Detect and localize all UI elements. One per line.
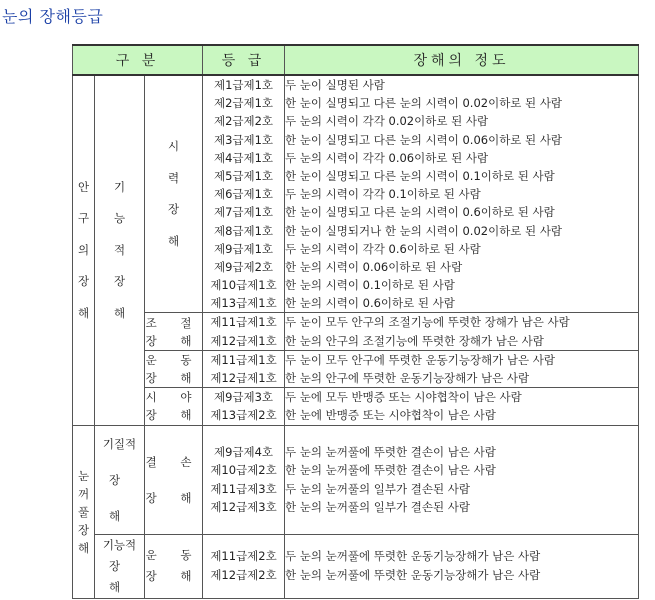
motion-disability-label: 운 동 장 해: [145, 350, 203, 387]
field-group-row: [73, 388, 639, 425]
sight-group-row: [73, 75, 639, 313]
eyelid-motion-descriptions: 두 눈의 눈꺼풀에 뚜렷한 운동기능장해가 남은 사람 한 눈의 눈꺼풀에 뚜렷한 운동기능장해가 남은 사람: [285, 534, 639, 598]
sight-codes: 제1급제1호 제2급제1호 제2급제2호 제3급제1호 제4급제1호 제5급제1호 제6급제1호 제7급제1호 제8급제1호 제9급제1호 제9급제2호 제10급제1호 제13급제1호: [203, 75, 285, 313]
header-degree: 장해의 정도: [285, 45, 639, 75]
eyelid-disability-label: 눈 꺼 풀 장 해: [73, 425, 95, 598]
field-codes: 제9급제3호 제13급제2호: [203, 388, 285, 425]
functional-disability-label: 기 능 적 장 해: [95, 75, 145, 425]
sight-descriptions: 두 눈이 실명된 사람 한 눈이 실명되고 다른 눈의 시력이 0.02이하로 된 사람 두 눈의 시력이 각각 0.02이하로 된 사람 한 눈이 실명되고 다른 눈의 시력이 0.06이하로 된 사람 두 눈의 시력이 각각 0.06이하로 된 사람 한 눈이 실명되고 다른 눈의 시력이 0.1이하로 된 사람 두 눈의 시력이 각각 0.1이하로 된 사람 한 눈이 실명되고 다른 눈의 시력이 0.6이하로 된 사람 한 눈이 실명되거나 한 눈의 시력이 0.02이하로 된 사람 두 눈의 시력이 각각 0.6이하로 된 사람 한 눈의 시력이 0.06이하로 된 사람 한 눈의 시력이 0.1이하로 된 사람 한 눈의 시력이 0.6이하로 된 사람: [285, 75, 639, 313]
eyelid-motion-codes: 제11급제2호 제12급제2호: [203, 534, 285, 598]
functional-eyelid-label: 기능적 장 해: [95, 534, 145, 598]
header-category: 구 분: [73, 45, 203, 75]
defect-disability-label: 결 손 장 해: [145, 425, 203, 534]
defect-descriptions: 두 눈의 눈꺼풀에 뚜렷한 결손이 남은 사람 한 눈의 눈꺼풀에 뚜렷한 결손이 남은 사람 두 눈의 눈꺼풀의 일부가 결손된 사람 한 눈의 눈꺼풀의 일부가 결손된 사람: [285, 425, 639, 534]
header-grade: 등 급: [203, 45, 285, 75]
field-disability-label: 시 야 장 해: [145, 388, 203, 425]
table-header-row: [73, 45, 639, 75]
eyeball-disability-label: 안 구 의 장 해: [73, 75, 95, 425]
adjust-group-row: [73, 313, 639, 350]
defect-codes: 제9급제4호 제10급제2호 제11급제3호 제12급제3호: [203, 425, 285, 534]
eyelid-motion-label: 운 동 장 해: [145, 534, 203, 598]
adjust-descriptions: 두 눈이 모두 안구의 조절기능에 뚜렷한 장해가 남은 사람 한 눈의 안구의 조절기능에 뚜렷한 장해가 남은 사람: [285, 313, 639, 350]
sight-disability-label: 시 력 장 해: [145, 75, 203, 313]
motion-group-row: [73, 350, 639, 387]
adjust-disability-label: 조 절 장 해: [145, 313, 203, 350]
adjust-codes: 제11급제1호 제12급제1호: [203, 313, 285, 350]
eyelid-motion-group-row: [73, 534, 639, 598]
motion-codes: 제11급제1호 제12급제1호: [203, 350, 285, 387]
page-title: 눈의 장해등급: [2, 7, 104, 26]
disability-grade-table: [72, 44, 639, 599]
motion-descriptions: 두 눈이 모두 안구에 뚜렷한 운동기능장해가 남은 사람 한 눈의 안구에 뚜렷한 운동기능장해가 남은 사람: [285, 350, 639, 387]
structural-disability-label: 기질적 장 해: [95, 425, 145, 534]
field-descriptions: 두 눈에 모두 반맹증 또는 시야협착이 남은 사람 한 눈에 반맹증 또는 시야협착이 남은 사람: [285, 388, 639, 425]
defect-group-row: [73, 425, 639, 534]
